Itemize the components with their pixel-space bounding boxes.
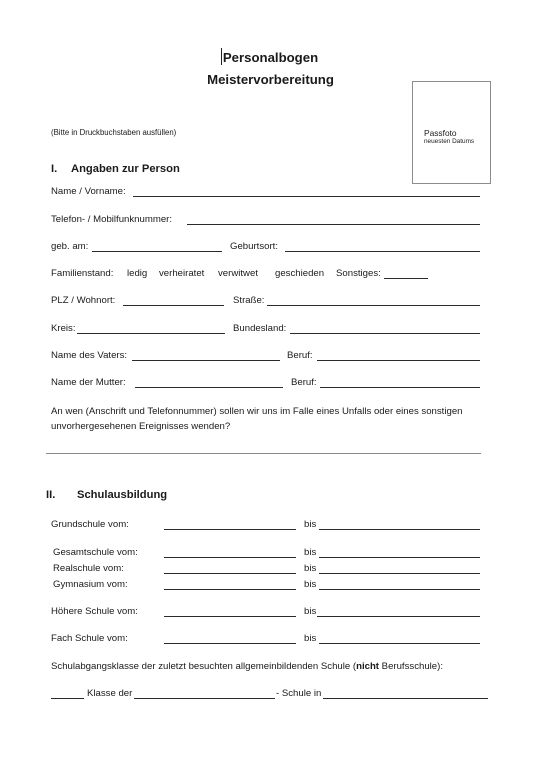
school-until-label: bis [304,547,317,558]
school-until-label: bis [304,579,317,590]
zip-city-field[interactable] [123,305,224,306]
school-row-label: Realschule vom: [53,563,124,574]
state-label: Bundesland: [233,323,287,334]
class-number-field[interactable] [51,698,84,699]
birthplace-field[interactable] [285,251,480,252]
school-row-label: Gesamtschule vom: [53,547,138,558]
school-row-label: Fach Schule vom: [51,633,128,644]
school-from-field[interactable] [164,643,296,644]
instruction-text: (Bitte in Druckbuchstaben ausfüllen) [51,128,177,137]
school-from-field[interactable] [164,529,296,530]
father-job-field[interactable] [317,360,480,361]
birthplace-label: Geburtsort: [230,241,278,252]
school-location-field[interactable] [323,698,488,699]
school-row-label: Grundschule vom: [51,519,129,530]
emergency-contact-question-line1: An wen (Anschrift und Telefonnummer) sollen wir uns im Falle eines Unfalls oder eines sonstigen [51,406,463,417]
emergency-contact-field[interactable] [46,453,481,454]
mother-name-label: Name der Mutter: [51,377,126,388]
photo-label: Passfoto [424,128,457,138]
school-until-label: bis [304,563,317,574]
marital-other-field[interactable] [384,278,428,279]
marital-option-ledig[interactable]: ledig [127,268,148,279]
school-from-field[interactable] [164,589,296,590]
district-field[interactable] [77,333,225,334]
father-name-field[interactable] [132,360,280,361]
page-subtitle: Meistervorbereitung [207,72,334,87]
birthdate-label: geb. am: [51,241,89,252]
father-job-label: Beruf: [287,350,313,361]
section2-number: II. [46,489,56,501]
marital-status-label: Familienstand: [51,268,114,279]
phone-field[interactable] [187,224,480,225]
section2-heading: Schulausbildung [77,489,168,501]
school-until-label: bis [304,606,317,617]
marital-option-verwitwet[interactable]: verwitwet [218,268,258,279]
school-until-field[interactable] [319,573,480,574]
school-until-label: bis [304,633,317,644]
mother-job-label: Beruf: [291,377,317,388]
phone-label: Telefon- / Mobilfunknummer: [51,214,173,225]
marital-option-sonstiges: Sonstiges: [336,268,381,279]
name-field[interactable] [133,196,480,197]
school-type-field[interactable] [134,698,275,699]
class-label: Klasse der [87,688,133,699]
street-label: Straße: [233,295,265,306]
school-from-field[interactable] [164,573,296,574]
section1-number: I. [51,163,58,175]
photo-sublabel: neuesten Datums [424,138,475,145]
district-label: Kreis: [51,323,76,334]
zip-city-label: PLZ / Wohnort: [51,295,116,306]
school-in-label: - Schule in [276,688,322,699]
school-until-field[interactable] [319,529,480,530]
leaving-class-question: Schulabgangsklasse der zuletzt besuchten allgemeinbildenden Schule (nicht Berufsschule): [51,661,443,672]
school-until-field[interactable] [317,616,480,617]
school-until-field[interactable] [319,557,480,558]
father-name-label: Name des Vaters: [51,350,128,361]
page-title: Personalbogen [222,50,319,65]
marital-option-geschieden[interactable]: geschieden [275,268,325,279]
school-until-field[interactable] [319,589,480,590]
marital-option-verheiratet[interactable]: verheiratet [159,268,205,279]
name-label: Name / Vorname: [51,186,126,197]
birthdate-field[interactable] [92,251,222,252]
school-from-field[interactable] [164,557,296,558]
street-field[interactable] [267,305,480,306]
section1-heading: Angaben zur Person [71,163,180,175]
school-from-field[interactable] [164,616,296,617]
emergency-contact-question-line2: unvorhergesehenen Ereignisses wenden? [51,421,231,432]
mother-name-field[interactable] [135,387,283,388]
school-until-field[interactable] [319,643,480,644]
school-row-label: Gymnasium vom: [53,579,128,590]
school-row-label: Höhere Schule vom: [51,606,138,617]
school-until-label: bis [304,519,317,530]
state-field[interactable] [290,333,480,334]
mother-job-field[interactable] [320,387,480,388]
